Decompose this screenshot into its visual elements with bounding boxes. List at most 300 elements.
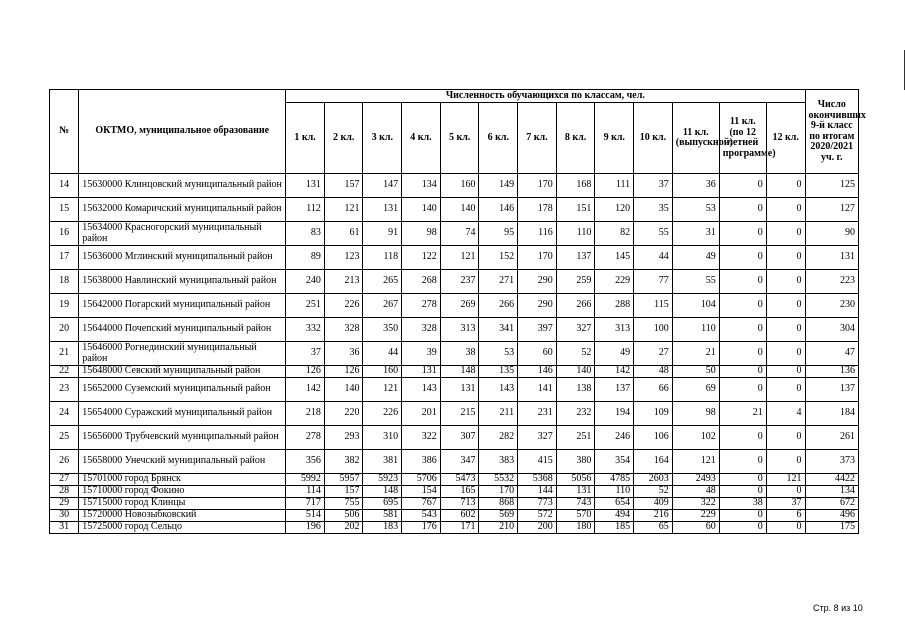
value-cell: 381 (363, 450, 402, 474)
value-cell: 170 (518, 246, 557, 270)
value-cell: 266 (556, 294, 595, 318)
table-row (50, 498, 859, 510)
value-cell: 0 (719, 174, 766, 198)
value-cell: 354 (595, 450, 634, 474)
value-cell: 141 (518, 378, 557, 402)
value-cell: 149 (479, 174, 518, 198)
value-cell: 175 (805, 522, 858, 534)
value-cell: 121 (672, 450, 719, 474)
value-cell: 268 (402, 270, 441, 294)
municipality-name: 15636000 Мглинский муниципальный район (79, 246, 286, 270)
value-cell: 654 (595, 498, 634, 510)
table-row (50, 366, 859, 378)
header-class-2: 2 кл. (324, 103, 363, 174)
value-cell: 95 (479, 222, 518, 246)
row-number: 27 (50, 474, 79, 486)
value-cell: 48 (634, 366, 673, 378)
value-cell: 226 (363, 402, 402, 426)
value-cell: 110 (672, 318, 719, 342)
value-cell: 373 (805, 450, 858, 474)
value-cell: 165 (440, 486, 479, 498)
value-cell: 229 (595, 270, 634, 294)
row-number: 25 (50, 426, 79, 450)
value-cell: 313 (440, 318, 479, 342)
municipality-name: 15654000 Суражский муниципальный район (79, 402, 286, 426)
value-cell: 226 (324, 294, 363, 318)
value-cell: 44 (363, 342, 402, 366)
value-cell: 60 (518, 342, 557, 366)
value-cell: 304 (805, 318, 858, 342)
value-cell: 74 (440, 222, 479, 246)
table-row (50, 378, 859, 402)
value-cell: 382 (324, 450, 363, 474)
value-cell: 341 (479, 318, 518, 342)
value-cell: 210 (479, 522, 518, 534)
value-cell: 137 (595, 378, 634, 402)
row-number: 30 (50, 510, 79, 522)
value-cell: 131 (286, 174, 325, 198)
value-cell: 53 (479, 342, 518, 366)
value-cell: 327 (518, 426, 557, 450)
value-cell: 178 (518, 198, 557, 222)
value-cell: 66 (634, 378, 673, 402)
value-cell: 290 (518, 294, 557, 318)
value-cell: 140 (324, 378, 363, 402)
value-cell: 131 (363, 198, 402, 222)
value-cell: 131 (805, 246, 858, 270)
value-cell: 271 (479, 270, 518, 294)
value-cell: 216 (634, 510, 673, 522)
header-class-8: 8 кл. (556, 103, 595, 174)
value-cell: 98 (672, 402, 719, 426)
value-cell: 672 (805, 498, 858, 510)
value-cell: 713 (440, 498, 479, 510)
header-class-9: 9 кл. (595, 103, 634, 174)
municipality-name: 15656000 Трубчевский муниципальный район (79, 426, 286, 450)
value-cell: 0 (766, 486, 805, 498)
value-cell: 0 (719, 342, 766, 366)
value-cell: 200 (518, 522, 557, 534)
value-cell: 695 (363, 498, 402, 510)
value-cell: 0 (766, 450, 805, 474)
value-cell: 0 (719, 294, 766, 318)
value-cell: 146 (479, 198, 518, 222)
value-cell: 0 (766, 522, 805, 534)
value-cell: 102 (672, 426, 719, 450)
value-cell: 259 (556, 270, 595, 294)
value-cell: 213 (324, 270, 363, 294)
header-class-7: 7 кл. (518, 103, 557, 174)
value-cell: 140 (440, 198, 479, 222)
row-number: 23 (50, 378, 79, 402)
value-cell: 140 (556, 366, 595, 378)
table-row (50, 294, 859, 318)
value-cell: 135 (479, 366, 518, 378)
value-cell: 322 (672, 498, 719, 510)
value-cell: 148 (440, 366, 479, 378)
table-row (50, 222, 859, 246)
value-cell: 0 (766, 342, 805, 366)
value-cell: 0 (766, 426, 805, 450)
value-cell: 0 (766, 294, 805, 318)
value-cell: 5992 (286, 474, 325, 486)
value-cell: 0 (719, 246, 766, 270)
value-cell: 115 (634, 294, 673, 318)
table-row (50, 198, 859, 222)
value-cell: 109 (634, 402, 673, 426)
municipality-name: 15648000 Севский муниципальный район (79, 366, 286, 378)
row-number: 31 (50, 522, 79, 534)
value-cell: 140 (402, 198, 441, 222)
row-number: 24 (50, 402, 79, 426)
value-cell: 127 (805, 198, 858, 222)
value-cell: 0 (719, 198, 766, 222)
value-cell: 211 (479, 402, 518, 426)
municipality-name: 15646000 Рогнединский муниципальный район (79, 342, 286, 366)
value-cell: 131 (440, 378, 479, 402)
value-cell: 0 (766, 246, 805, 270)
value-cell: 232 (556, 402, 595, 426)
value-cell: 152 (479, 246, 518, 270)
value-cell: 397 (518, 318, 557, 342)
value-cell: 0 (766, 378, 805, 402)
value-cell: 44 (634, 246, 673, 270)
table-row (50, 426, 859, 450)
value-cell: 143 (402, 378, 441, 402)
value-cell: 35 (634, 198, 673, 222)
value-cell: 572 (518, 510, 557, 522)
value-cell: 383 (479, 450, 518, 474)
value-cell: 114 (286, 486, 325, 498)
value-cell: 0 (766, 318, 805, 342)
header-grad: Число окончивших 9-й класс по итогам 2020/2021 уч. г. (805, 90, 858, 174)
value-cell: 122 (402, 246, 441, 270)
header-class-6: 6 кл. (479, 103, 518, 174)
value-cell: 37 (634, 174, 673, 198)
value-cell: 90 (805, 222, 858, 246)
value-cell: 767 (402, 498, 441, 510)
municipality-name: 15710000 город Фокино (79, 486, 286, 498)
value-cell: 138 (556, 378, 595, 402)
value-cell: 0 (719, 474, 766, 486)
value-cell: 142 (286, 378, 325, 402)
value-cell: 194 (595, 402, 634, 426)
municipality-name: 15701000 город Брянск (79, 474, 286, 486)
value-cell: 5473 (440, 474, 479, 486)
value-cell: 288 (595, 294, 634, 318)
value-cell: 717 (286, 498, 325, 510)
value-cell: 409 (634, 498, 673, 510)
row-number: 26 (50, 450, 79, 474)
value-cell: 514 (286, 510, 325, 522)
value-cell: 69 (672, 378, 719, 402)
value-cell: 4422 (805, 474, 858, 486)
municipality-name: 15658000 Унечский муниципальный район (79, 450, 286, 474)
row-number: 14 (50, 174, 79, 198)
value-cell: 31 (672, 222, 719, 246)
value-cell: 290 (518, 270, 557, 294)
value-cell: 121 (766, 474, 805, 486)
value-cell: 89 (286, 246, 325, 270)
value-cell: 5923 (363, 474, 402, 486)
value-cell: 180 (556, 522, 595, 534)
value-cell: 0 (719, 270, 766, 294)
value-cell: 131 (556, 486, 595, 498)
municipality-name: 15630000 Клинцовский муниципальный район (79, 174, 286, 198)
value-cell: 168 (556, 174, 595, 198)
value-cell: 0 (766, 222, 805, 246)
value-cell: 278 (286, 426, 325, 450)
municipality-name: 15642000 Погарский муниципальный район (79, 294, 286, 318)
value-cell: 49 (672, 246, 719, 270)
value-cell: 261 (805, 426, 858, 450)
value-cell: 282 (479, 426, 518, 450)
value-cell: 267 (363, 294, 402, 318)
value-cell: 251 (556, 426, 595, 450)
value-cell: 157 (324, 174, 363, 198)
value-cell: 0 (719, 510, 766, 522)
header-num: № (50, 90, 79, 174)
table-row (50, 174, 859, 198)
value-cell: 52 (634, 486, 673, 498)
value-cell: 36 (324, 342, 363, 366)
value-cell: 327 (556, 318, 595, 342)
value-cell: 496 (805, 510, 858, 522)
value-cell: 148 (363, 486, 402, 498)
header-class-1: 1 кл. (286, 103, 325, 174)
value-cell: 506 (324, 510, 363, 522)
value-cell: 230 (805, 294, 858, 318)
header-oktmo: ОКТМО, муниципальное образование (79, 90, 286, 174)
value-cell: 111 (595, 174, 634, 198)
value-cell: 154 (402, 486, 441, 498)
value-cell: 83 (286, 222, 325, 246)
value-cell: 347 (440, 450, 479, 474)
value-cell: 100 (634, 318, 673, 342)
value-cell: 121 (440, 246, 479, 270)
value-cell: 151 (556, 198, 595, 222)
value-cell: 246 (595, 426, 634, 450)
value-cell: 231 (518, 402, 557, 426)
value-cell: 49 (595, 342, 634, 366)
value-cell: 55 (672, 270, 719, 294)
value-cell: 5056 (556, 474, 595, 486)
value-cell: 237 (440, 270, 479, 294)
value-cell: 98 (402, 222, 441, 246)
value-cell: 0 (719, 366, 766, 378)
municipality-name: 15632000 Комаричский муниципальный район (79, 198, 286, 222)
value-cell: 0 (719, 426, 766, 450)
value-cell: 307 (440, 426, 479, 450)
row-number: 19 (50, 294, 79, 318)
value-cell: 0 (719, 378, 766, 402)
value-cell: 157 (324, 486, 363, 498)
value-cell: 184 (805, 402, 858, 426)
value-cell: 160 (363, 366, 402, 378)
value-cell: 240 (286, 270, 325, 294)
value-cell: 356 (286, 450, 325, 474)
value-cell: 131 (402, 366, 441, 378)
value-cell: 755 (324, 498, 363, 510)
municipality-name: 15725000 город Сельцо (79, 522, 286, 534)
value-cell: 569 (479, 510, 518, 522)
value-cell: 143 (479, 378, 518, 402)
municipality-name: 15634000 Красногорский муниципальный район (79, 222, 286, 246)
value-cell: 602 (440, 510, 479, 522)
value-cell: 220 (324, 402, 363, 426)
value-cell: 21 (672, 342, 719, 366)
value-cell: 0 (719, 450, 766, 474)
header-class-13: 12 кл. (766, 103, 805, 174)
value-cell: 380 (556, 450, 595, 474)
value-cell: 196 (286, 522, 325, 534)
value-cell: 121 (324, 198, 363, 222)
value-cell: 65 (634, 522, 673, 534)
value-cell: 176 (402, 522, 441, 534)
value-cell: 61 (324, 222, 363, 246)
table-row (50, 522, 859, 534)
value-cell: 0 (766, 174, 805, 198)
value-cell: 251 (286, 294, 325, 318)
value-cell: 386 (402, 450, 441, 474)
municipality-name: 15715000 город Клинцы (79, 498, 286, 510)
value-cell: 0 (719, 222, 766, 246)
table-row (50, 318, 859, 342)
value-cell: 134 (805, 486, 858, 498)
value-cell: 2493 (672, 474, 719, 486)
value-cell: 47 (805, 342, 858, 366)
value-cell: 265 (363, 270, 402, 294)
value-cell: 0 (719, 522, 766, 534)
value-cell: 4785 (595, 474, 634, 486)
value-cell: 55 (634, 222, 673, 246)
value-cell: 118 (363, 246, 402, 270)
value-cell: 91 (363, 222, 402, 246)
value-cell: 144 (518, 486, 557, 498)
value-cell: 6 (766, 510, 805, 522)
table-row (50, 342, 859, 366)
value-cell: 0 (766, 198, 805, 222)
value-cell: 322 (402, 426, 441, 450)
value-cell: 134 (402, 174, 441, 198)
row-number: 18 (50, 270, 79, 294)
value-cell: 581 (363, 510, 402, 522)
value-cell: 185 (595, 522, 634, 534)
value-cell: 0 (766, 366, 805, 378)
value-cell: 137 (556, 246, 595, 270)
value-cell: 269 (440, 294, 479, 318)
value-cell: 218 (286, 402, 325, 426)
value-cell: 104 (672, 294, 719, 318)
value-cell: 0 (719, 486, 766, 498)
value-cell: 146 (518, 366, 557, 378)
value-cell: 39 (402, 342, 441, 366)
value-cell: 868 (479, 498, 518, 510)
row-number: 22 (50, 366, 79, 378)
value-cell: 126 (324, 366, 363, 378)
table-row (50, 474, 859, 486)
value-cell: 2603 (634, 474, 673, 486)
value-cell: 266 (479, 294, 518, 318)
value-cell: 147 (363, 174, 402, 198)
value-cell: 743 (556, 498, 595, 510)
header-class-11: 11 кл. (выпускной) (672, 103, 719, 174)
value-cell: 137 (805, 378, 858, 402)
header-class-10: 10 кл. (634, 103, 673, 174)
value-cell: 350 (363, 318, 402, 342)
value-cell: 36 (672, 174, 719, 198)
value-cell: 126 (286, 366, 325, 378)
value-cell: 183 (363, 522, 402, 534)
header-class-4: 4 кл. (402, 103, 441, 174)
row-number: 15 (50, 198, 79, 222)
value-cell: 328 (402, 318, 441, 342)
value-cell: 53 (672, 198, 719, 222)
table-row (50, 270, 859, 294)
value-cell: 38 (719, 498, 766, 510)
value-cell: 4 (766, 402, 805, 426)
municipality-name: 15638000 Навлинский муниципальный район (79, 270, 286, 294)
value-cell: 82 (595, 222, 634, 246)
table-row (50, 450, 859, 474)
value-cell: 278 (402, 294, 441, 318)
value-cell: 215 (440, 402, 479, 426)
value-cell: 37 (286, 342, 325, 366)
table-row (50, 510, 859, 522)
header-class-3: 3 кл. (363, 103, 402, 174)
value-cell: 110 (556, 222, 595, 246)
value-cell: 21 (719, 402, 766, 426)
value-cell: 201 (402, 402, 441, 426)
value-cell: 37 (766, 498, 805, 510)
value-cell: 202 (324, 522, 363, 534)
value-cell: 223 (805, 270, 858, 294)
header-group: Численность обучающихся по классам, чел. (286, 90, 805, 103)
municipality-name: 15652000 Суземский муниципальный район (79, 378, 286, 402)
value-cell: 332 (286, 318, 325, 342)
value-cell: 125 (805, 174, 858, 198)
value-cell: 0 (766, 270, 805, 294)
value-cell: 0 (719, 318, 766, 342)
value-cell: 52 (556, 342, 595, 366)
value-cell: 5706 (402, 474, 441, 486)
row-number: 16 (50, 222, 79, 246)
value-cell: 142 (595, 366, 634, 378)
municipality-name: 15644000 Почепский муниципальный район (79, 318, 286, 342)
value-cell: 310 (363, 426, 402, 450)
table-row (50, 246, 859, 270)
value-cell: 328 (324, 318, 363, 342)
value-cell: 38 (440, 342, 479, 366)
value-cell: 160 (440, 174, 479, 198)
value-cell: 164 (634, 450, 673, 474)
header-class-12: 11 кл. (по 12 летней программе) (719, 103, 766, 174)
municipality-name: 15720000 Новозыбковский (79, 510, 286, 522)
page-number: Стр. 8 из 10 (813, 603, 863, 613)
row-number: 20 (50, 318, 79, 342)
value-cell: 415 (518, 450, 557, 474)
value-cell: 313 (595, 318, 634, 342)
value-cell: 120 (595, 198, 634, 222)
value-cell: 5368 (518, 474, 557, 486)
value-cell: 5957 (324, 474, 363, 486)
value-cell: 121 (363, 378, 402, 402)
value-cell: 773 (518, 498, 557, 510)
value-cell: 48 (672, 486, 719, 498)
value-cell: 145 (595, 246, 634, 270)
value-cell: 5532 (479, 474, 518, 486)
value-cell: 543 (402, 510, 441, 522)
